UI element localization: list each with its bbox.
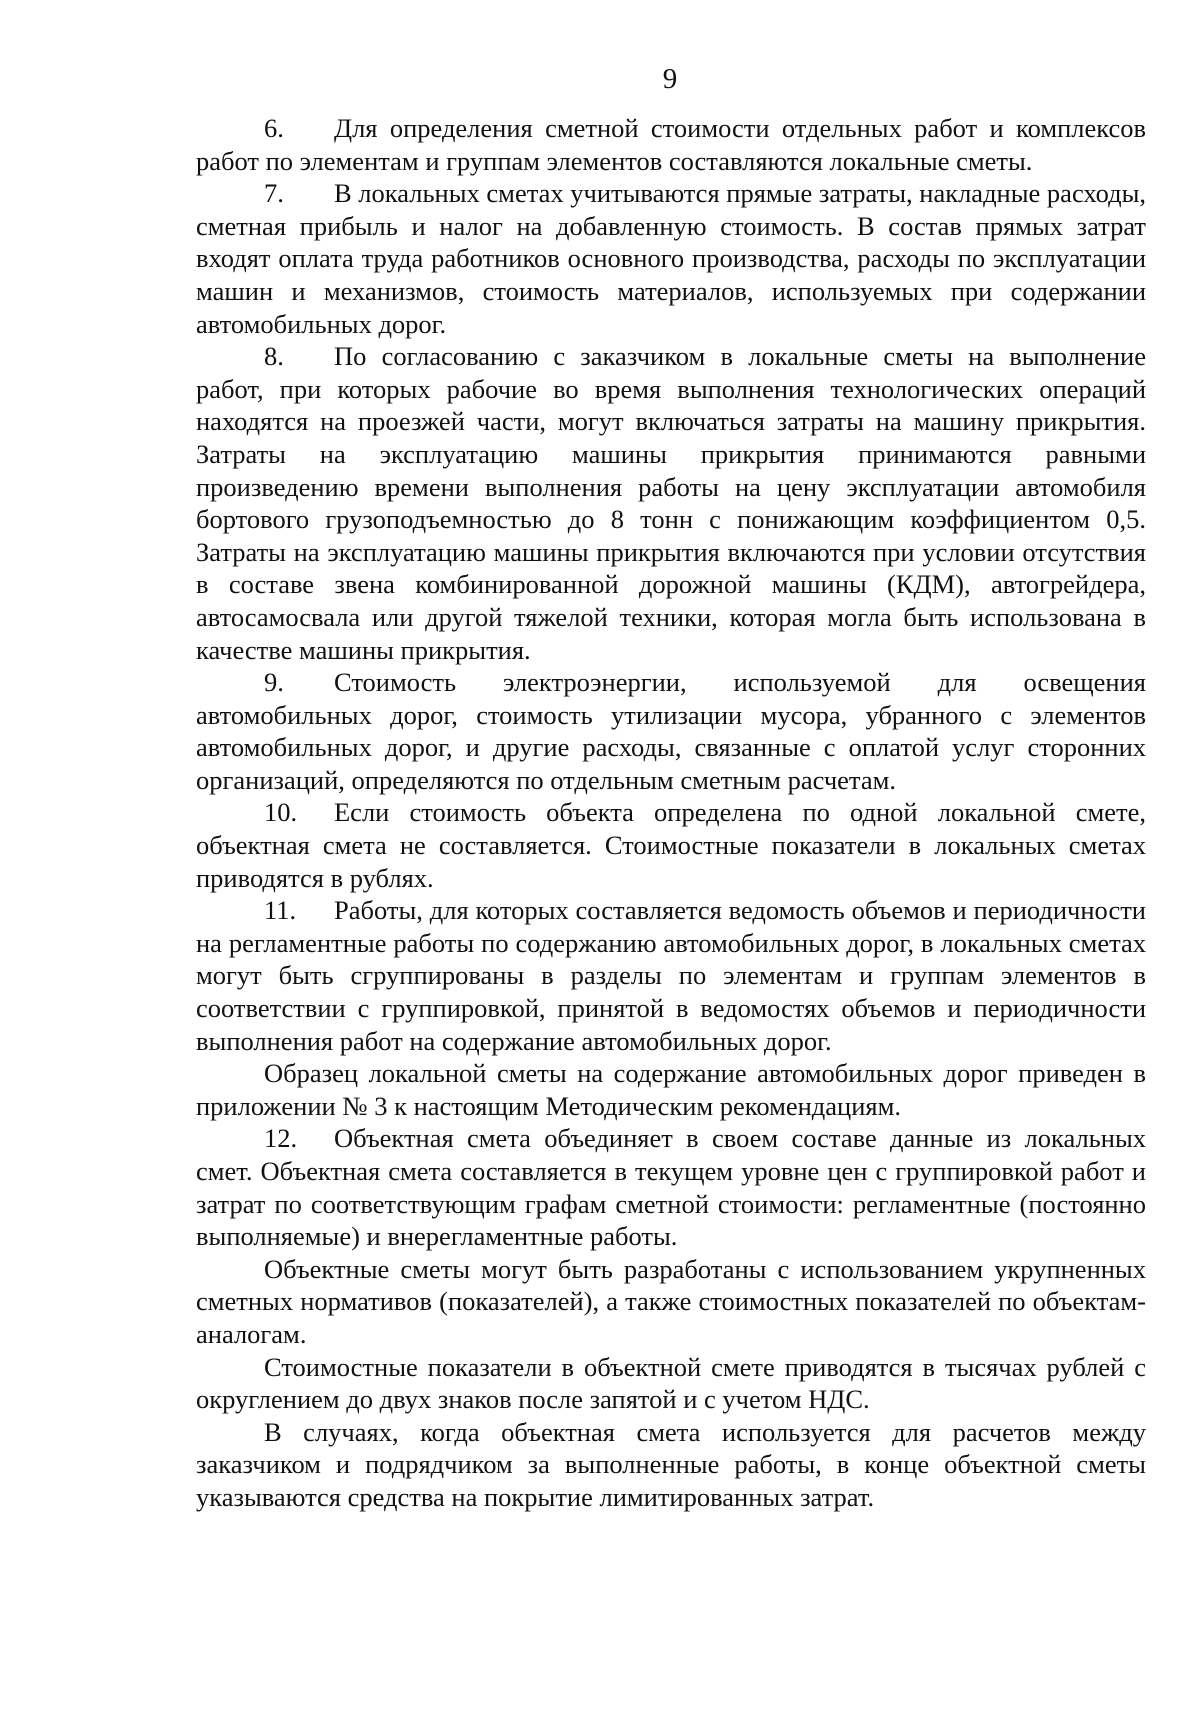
paragraph-text: Стоимость электроэнергии, используемой для освещения автомобильных дорог, стоимость утилизации мусора, убранного с элементов автомобильных дорог, и другие расходы, связанные с оплатой услуг сторонних организаций, определяются по отдельным сметным расчетам. — [196, 667, 1146, 795]
paragraph-text: Стоимостные показатели в объектной смете приводятся в тысячах рублей с округлением до двух знаков после запятой и с учетом НДС. — [196, 1351, 1146, 1415]
paragraph-11 — [196, 894, 1146, 1057]
paragraph-number: 6. — [264, 113, 284, 143]
paragraph-8 — [196, 340, 1146, 666]
paragraph-number: 10. — [264, 797, 298, 828]
paragraph-number: 11. — [264, 895, 297, 926]
paragraph-10 — [196, 796, 1146, 894]
paragraph-number: 7. — [264, 178, 284, 209]
paragraph-text: Работы, для которых составляется ведомость объемов и периодичности на регламентные работы по содержанию автомобильных дорог, в локальных сметах могут быть сгруппированы в разделы по элементам и группам элементов в соответствии с группировкой, принятой в ведомостях объемов и периодичности выполнения работ на содержание автомобильных дорог. — [196, 895, 1146, 1056]
paragraph-text: Образец локальной сметы на содержание автомобильных дорог приведен в приложении № 3 к настоящим Методическим рекомендациям. — [196, 1058, 1146, 1121]
paragraph-12 — [196, 1122, 1146, 1252]
paragraph-text: Объектная смета объединяет в своем составе данные из локальных смет. Объектная смета составляется в текущем уровне цен с группировкой работ и затрат по соответствующим графам сметной стоимости: регламентные (постоянно выполняемые) и внерегламентные работы. — [196, 1123, 1146, 1252]
paragraph-9 — [196, 666, 1146, 796]
paragraph-number: 8. — [264, 341, 284, 372]
paragraph-text: По согласованию с заказчиком в локальные сметы на выполнение работ, при которых рабочие во время выполнения технологических операций находятся на проезжей части, могут включаться затраты на машину прикрытия. Затраты на эксплуатацию машины прикрытия принимаются равными произведению времени выполнения работы на цену эксплуатации автомобиля бортового грузоподъемностью до 8 тонн с понижающим коэффициентом 0,5. Затраты на эксплуатацию машины прикрытия включаются при условии отсутствия в составе звена комбинированной дорожной машины (КДМ), автогрейдера, автосамосвала или другой тяжелой техники, которая могла быть использована в качестве машины прикрытия. — [196, 341, 1146, 665]
page-number: 9 — [662, 63, 678, 95]
paragraph-6 — [196, 112, 1146, 177]
paragraph-text: В случаях, когда объектная смета используется для расчетов между заказчиком и подрядчиком за выполненные работы, в конце объектной сметы указываются средства на покрытие лимитированных затрат. — [196, 1416, 1146, 1512]
document-body — [196, 112, 1146, 1514]
paragraph-text: Если стоимость объекта определена по одной локальной смете, объектная смета не составляется. Стоимостные показатели в локальных сметах приводятся в рублях. — [196, 797, 1146, 893]
paragraph-7 — [196, 177, 1146, 340]
paragraph-number: 9. — [264, 667, 284, 698]
paragraph-text: Для определения сметной стоимости отдельных работ и комплексов работ по элементам и группам элементов составляются локальные сметы. — [196, 113, 1146, 176]
paragraph-text: В локальных сметах учитываются прямые затраты, накладные расходы, сметная прибыль и налог на добавленную стоимость. В состав прямых затрат входят оплата труда работников основного производства, расходы по эксплуатации машин и механизмов, стоимость материалов, используемых при содержании автомобильных дорог. — [196, 178, 1146, 339]
paragraph-12-cost-units — [196, 1351, 1146, 1416]
paragraph-text: Объектные сметы могут быть разработаны с использованием укрупненных сметных нормативов (показателей), а также стоимостных показателей по объектам-аналогам. — [196, 1253, 1146, 1349]
paragraph-number: 12. — [264, 1123, 298, 1154]
paragraph-11-sample — [196, 1057, 1146, 1122]
paragraph-12-limited-costs — [196, 1416, 1146, 1514]
paragraph-12-enlarged-norms — [196, 1253, 1146, 1351]
